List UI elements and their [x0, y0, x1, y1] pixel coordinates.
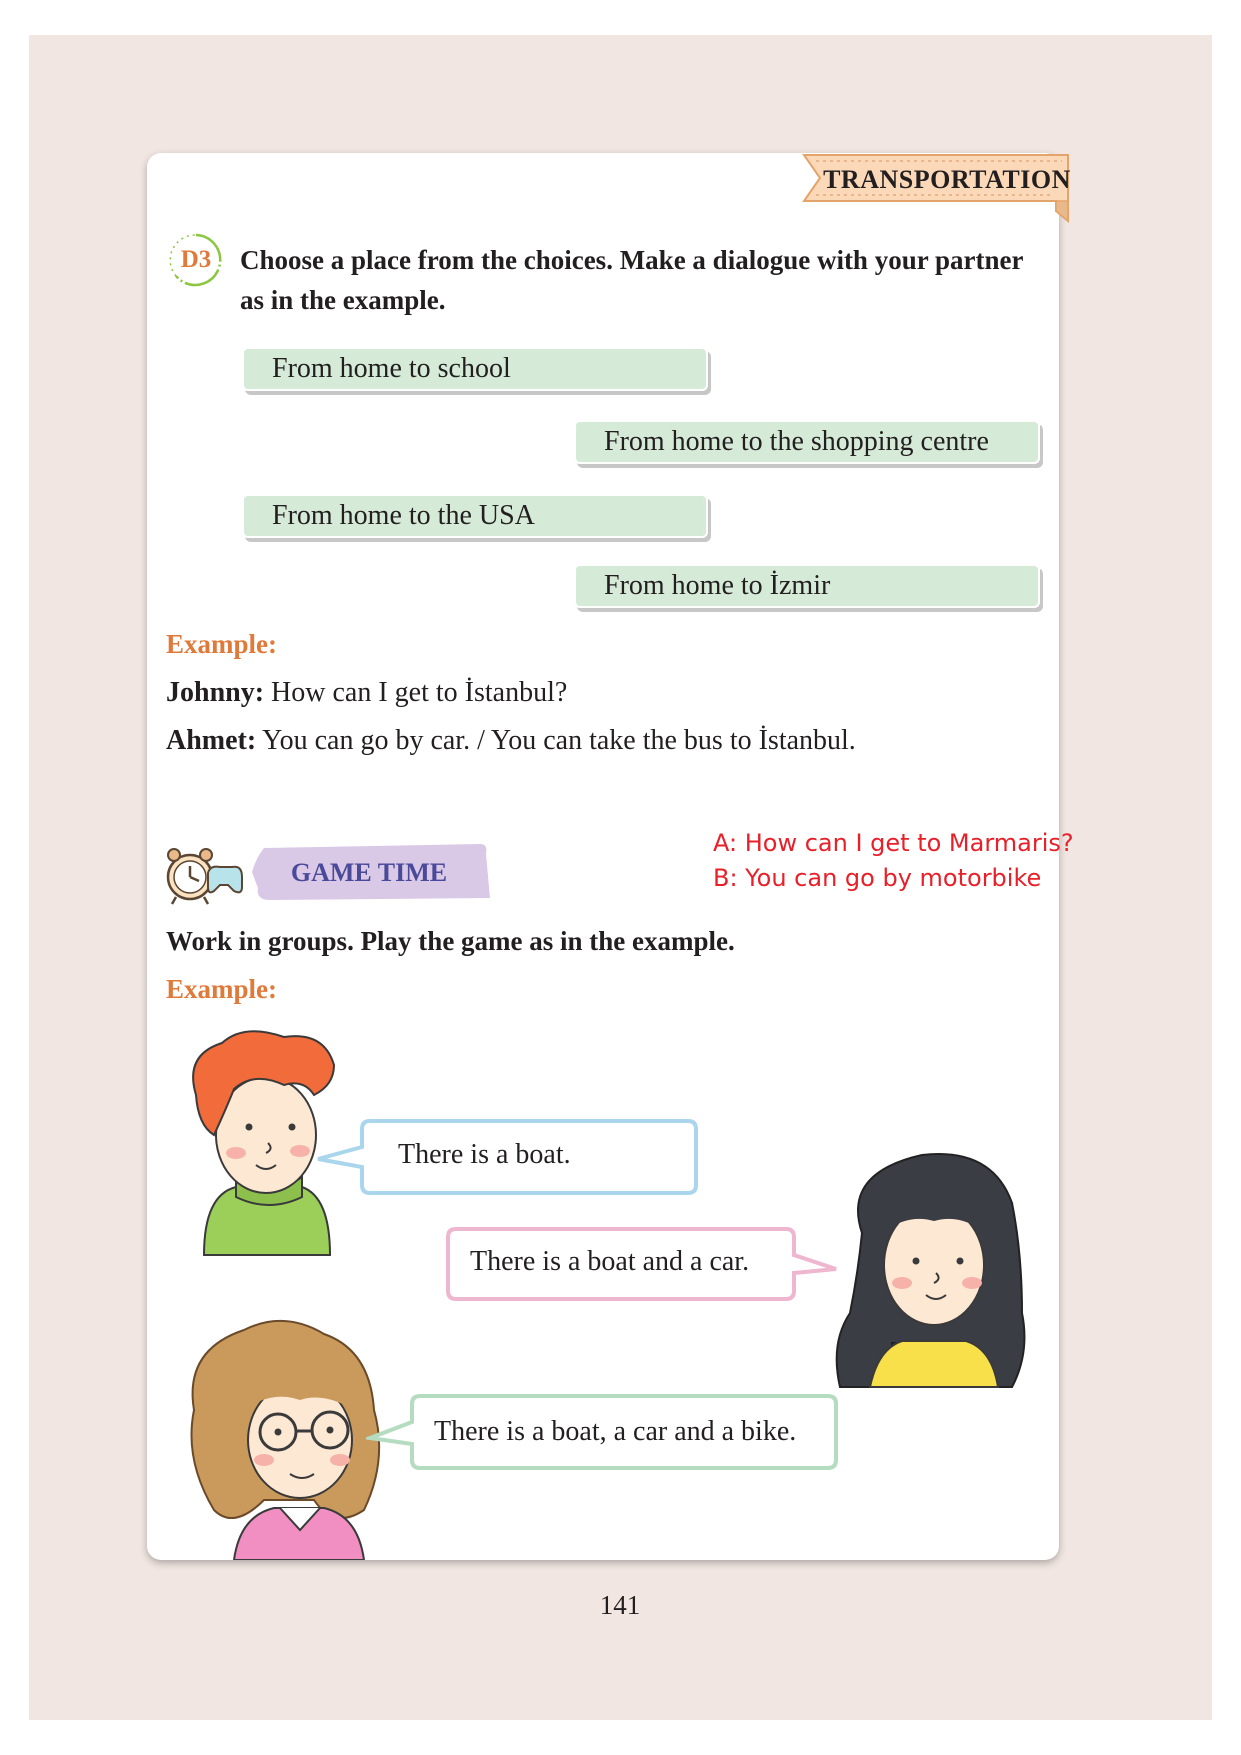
instruction-line: Choose a place from the choices. Make a dialogue with your partner: [240, 245, 1024, 275]
example-label: Example:: [166, 629, 277, 659]
section-title: TRANSPORTATION: [823, 165, 1071, 194]
dialogue-line: [166, 723, 856, 759]
speaker-name: Ahmet:: [166, 725, 257, 756]
game-time-label: GAME TIME: [290, 858, 448, 887]
answer-line-a: A: How can I get to Marmaris?: [713, 829, 1074, 857]
activity-badge-label: D3: [180, 246, 212, 273]
game-example-label: Example:: [166, 974, 277, 1004]
choice-card: From home to school: [242, 347, 708, 391]
game-instruction: Work in groups. Play the game as in the example.: [166, 926, 735, 956]
clock-gamepad-icon: [162, 843, 244, 907]
speaker-name: Johnny:: [166, 677, 265, 708]
dialogue-line: [166, 675, 567, 711]
speech-bubble-text: There is a boat.: [398, 1139, 571, 1170]
dialogue-text: How can I get to İstanbul?: [264, 677, 568, 708]
girl-character-image: [822, 1143, 1044, 1393]
activity-instruction: [240, 240, 1050, 320]
choice-card: From home to the USA: [242, 494, 708, 538]
speech-bubble-text: There is a boat, a car and a bike.: [434, 1416, 797, 1447]
speech-bubble-text: There is a boat and a car.: [470, 1246, 750, 1277]
choice-card: From home to the shopping centre: [574, 420, 1040, 464]
instruction-line: as in the example.: [240, 285, 446, 315]
dialogue-text: You can go by car. / You can take the bus to İstanbul.: [256, 725, 856, 756]
choice-card: From home to İzmir: [574, 564, 1040, 608]
page-number: 141: [599, 1590, 641, 1620]
answer-line-b: B: You can go by motorbike: [713, 864, 1042, 892]
